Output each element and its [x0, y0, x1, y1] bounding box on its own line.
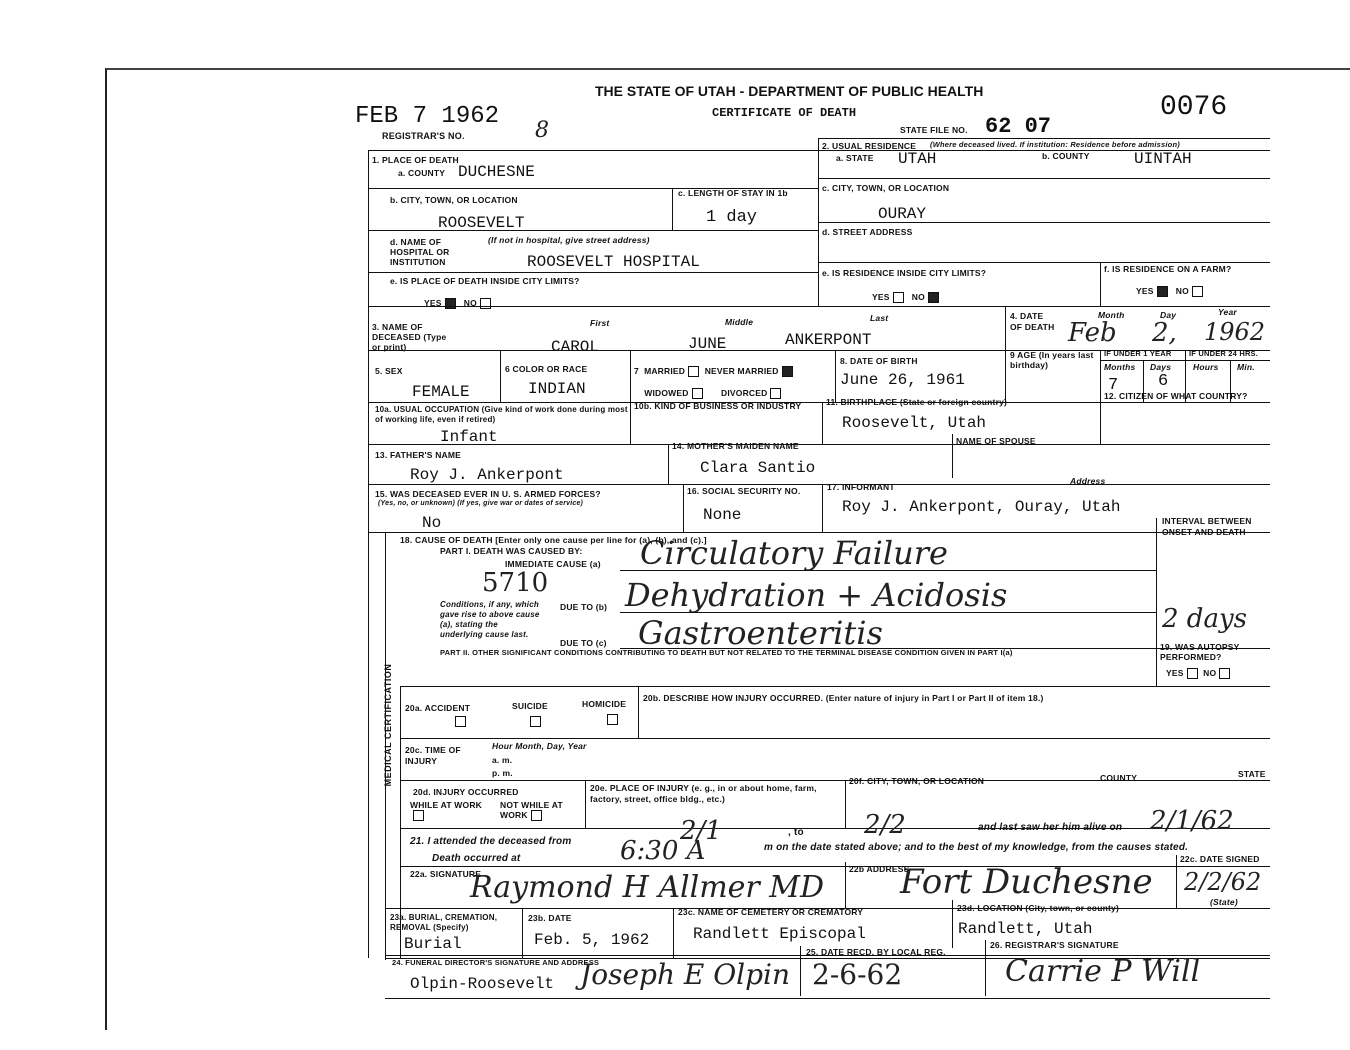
registrar-no: 8 [535, 118, 549, 143]
time-injury-cols: Hour Month, Day, Year [492, 741, 587, 751]
residence-inside-no-checkbox[interactable] [928, 292, 939, 303]
sex-label: 5. SEX [375, 366, 403, 376]
am-label: a. m. [492, 755, 513, 765]
hospital-note: (If not in hospital, give street address) [488, 235, 650, 245]
stamp-date: FEB 7 1962 [355, 103, 500, 130]
place-stay-label: c. LENGTH OF STAY IN 1b [678, 188, 788, 198]
marital-status[interactable]: 7 MARRIED NEVER MARRIED WIDOWED DIVORCED [634, 360, 796, 404]
not-while-at-work-checkbox[interactable] [531, 810, 542, 821]
informant-address-label: Address [1070, 476, 1106, 486]
first-name-label: First [590, 318, 610, 328]
death-day: 2, [1152, 318, 1177, 348]
date-signed-label: 22c. DATE SIGNED [1180, 854, 1260, 864]
hours-label: Hours [1193, 362, 1219, 372]
time-injury-label: 20c. TIME OF INJURY [405, 745, 461, 766]
injury-city-label: 20f. CITY, TOWN, OR LOCATION [849, 776, 985, 786]
father-label: 13. FATHER'S NAME [375, 450, 462, 460]
burial-method-label: 23a. BURIAL, CREMATION, REMOVAL (Specify) [390, 913, 498, 932]
residence-note: (Where deceased lived. If institution: Residence before admission) [930, 140, 1180, 149]
farm-no-checkbox[interactable] [1192, 286, 1203, 297]
injury-occurred-label: 20d. INJURY OCCURRED [413, 787, 519, 797]
not-while-label[interactable]: NOT WHILE AT WORK [500, 800, 563, 820]
attended-to: 2/2 [864, 810, 906, 840]
interval-label: INTERVAL BETWEEN ONSET AND DEATH [1162, 516, 1252, 537]
registrar-signature: Carrie P Will [1005, 954, 1201, 989]
married-checkbox[interactable] [688, 366, 699, 377]
place-stay: 1 day [706, 208, 758, 227]
date-recd-label: 25. DATE RECD. BY LOCAL REG. [806, 947, 946, 957]
day-label: Day [1160, 310, 1177, 320]
certificate-title: CERTIFICATE OF DEATH [712, 106, 857, 120]
interval-value: 2 days [1162, 604, 1247, 634]
registrar-sig-label: 26. REGISTRAR'S SIGNATURE [990, 940, 1119, 950]
residence-county: UINTAH [1134, 150, 1192, 168]
part1-label: PART I. DEATH WAS CAUSED BY: [440, 546, 583, 556]
residence-inside-options[interactable]: YES NO [872, 292, 942, 303]
death-month: Feb [1068, 318, 1117, 348]
while-at-work-label[interactable]: WHILE AT WORK [410, 800, 490, 821]
birth-date-label: 8. DATE OF BIRTH [840, 356, 918, 366]
farm-yes-checkbox[interactable] [1157, 286, 1168, 297]
physician-address: Fort Duchesne [900, 862, 1153, 902]
signature-label: 22a. SIGNATURE [410, 869, 482, 879]
date-signed: 2/2/62 [1184, 868, 1262, 896]
birthplace: Roosevelt, Utah [842, 414, 987, 432]
state-file-label: STATE FILE NO. [900, 125, 968, 135]
due-to-b: Dehydration + Acidosis [625, 576, 1008, 614]
sex-value: FEMALE [412, 383, 470, 401]
residence-farm-options[interactable]: YES NO [1136, 286, 1206, 297]
autopsy-options[interactable]: YES NO [1166, 668, 1233, 679]
birthplace-label: 11. BIRTHPLACE (State or foreign country) [826, 397, 1008, 407]
armed-forces-note: (Yes, no, or unknown) (If yes, give war or dates of service) [378, 500, 584, 507]
last-saw-date: 2/1/62 [1150, 806, 1234, 836]
occupation: Infant [440, 428, 498, 446]
due-b-label: DUE TO (b) [560, 602, 608, 612]
occupation-label: 10a. USUAL OCCUPATION (Give kind of work done during most of working life, even if retired) [375, 405, 628, 424]
funeral-director-signature: Joseph E Olpin [580, 958, 791, 991]
months-label: Months [1104, 362, 1136, 372]
informant: Roy J. Ankerpont, Ouray, Utah [842, 498, 1121, 516]
due-to-c: Gastroenteritis [638, 614, 883, 652]
suicide-label: SUICIDE [512, 701, 548, 711]
place-inside-yes-checkbox[interactable] [445, 298, 456, 309]
place-county: DUCHESNE [458, 163, 535, 181]
race-label: 6 COLOR OR RACE [505, 364, 588, 374]
residence-inside-label: e. IS RESIDENCE INSIDE CITY LIMITS? [822, 268, 987, 278]
residence-state-label: a. STATE [836, 153, 874, 163]
residence-inside-yes-checkbox[interactable] [893, 292, 904, 303]
divorced-checkbox[interactable] [770, 388, 781, 399]
immediate-cause: Circulatory Failure [640, 534, 948, 572]
age-months: 7 [1108, 376, 1119, 395]
due-c-label: DUE TO (c) [560, 638, 607, 648]
residence-city: OURAY [878, 205, 927, 223]
place-inside-no-checkbox[interactable] [480, 298, 491, 309]
homicide-label: HOMICIDE [582, 699, 627, 709]
suicide-checkbox[interactable] [530, 716, 541, 727]
place-city: ROOSEVELT [438, 214, 525, 232]
place-injury-label: 20e. PLACE OF INJURY (e. g., in or about home, farm, factory, street, office bldg., etc.) [590, 783, 817, 804]
deceased-last-name: ANKERPONT [785, 331, 872, 349]
agency-title: THE STATE OF UTAH - DEPARTMENT OF PUBLIC HEALTH [595, 83, 984, 99]
place-city-label: b. CITY, TOWN, OR LOCATION [390, 195, 518, 205]
burial-date-label: 23b. DATE [528, 913, 572, 923]
state-file-number: 62 07 [985, 114, 1052, 139]
accident-checkbox[interactable] [455, 716, 466, 727]
ssn: None [703, 506, 742, 524]
under-24-hrs-label: IF UNDER 24 HRS. [1189, 349, 1259, 358]
hospital-name: ROOSEVELT HOSPITAL [527, 253, 700, 271]
month-label: Month [1098, 310, 1125, 320]
deceased-first-name: CAROL [551, 338, 600, 356]
deceased-name-label: 3. NAME OF DECEASED (Type or print) [372, 322, 447, 352]
hospital-label: d. NAME OF HOSPITAL OR INSTITUTION [390, 237, 450, 267]
funeral-director-label: 24. FUNERAL DIRECTOR'S SIGNATURE AND ADDRESS [392, 958, 600, 967]
ssn-label: 16. SOCIAL SECURITY NO. [687, 486, 801, 496]
residence-farm-label: f. IS RESIDENCE ON A FARM? [1104, 264, 1232, 274]
autopsy-yes-checkbox[interactable] [1187, 668, 1198, 679]
funeral-director: Olpin-Roosevelt [410, 975, 555, 993]
middle-name-label: Middle [725, 317, 754, 327]
father-name: Roy J. Ankerpont [410, 466, 564, 484]
race-value: INDIAN [528, 380, 586, 398]
state-paren: (State) [1210, 897, 1238, 907]
immediate-label: IMMEDIATE CAUSE (a) [505, 559, 601, 569]
mother-label: 14. MOTHER'S MAIDEN NAME [672, 441, 799, 451]
cause-label: 18. CAUSE OF DEATH [Enter only one cause per line for (a), (b), and (c).] [400, 535, 707, 545]
business-label: 10b. KIND OF BUSINESS OR INDUSTRY [634, 401, 802, 411]
residence-city-label: c. CITY, TOWN, OR LOCATION [822, 183, 950, 193]
autopsy-no-checkbox[interactable] [1219, 668, 1230, 679]
widowed-checkbox[interactable] [692, 388, 703, 399]
residence-state: UTAH [898, 150, 937, 168]
year-label: Year [1218, 307, 1237, 317]
injury-state-label: STATE [1238, 769, 1266, 779]
last-saw-label: and last saw her him alive on [978, 822, 1123, 833]
residence-street-label: d. STREET ADDRESS [822, 227, 913, 237]
cemetery-label: 23c. NAME OF CEMETERY OR CREMATORY [678, 907, 864, 917]
age-days: 6 [1158, 372, 1169, 391]
death-occurred-time: 6:30 A [620, 836, 706, 866]
days-label: Days [1150, 362, 1172, 372]
age-label: 9 AGE (In years last birthday) [1010, 350, 1094, 370]
informant-label: 17. INFORMANT [827, 482, 895, 492]
place-section-label: 1. PLACE OF DEATH [372, 155, 459, 165]
place-county-label: a. COUNTY [398, 168, 446, 178]
medical-certification-label: MEDICAL CERTIFICATION [383, 663, 393, 787]
while-at-work-checkbox[interactable] [413, 810, 424, 821]
place-inside-options[interactable]: YES NO [424, 298, 494, 309]
date-of-death-label: 4. DATE OF DEATH [1010, 311, 1055, 332]
residence-section-label: 2. USUAL RESIDENCE [822, 141, 917, 151]
burial-method: Burial [404, 935, 462, 953]
armed-forces: No [422, 514, 442, 532]
cemetery: Randlett Episcopal [693, 925, 866, 943]
autopsy-label: 19. WAS AUTOPSY PERFORMED? [1160, 642, 1240, 662]
part2-label: PART II. OTHER SIGNIFICANT CONDITIONS CONTRIBUTING TO DEATH BUT NOT RELATED TO THE TERMINAL DISEASE CONDITION GIVEN IN PART I(a) [440, 648, 1013, 657]
deceased-middle-name: JUNE [688, 335, 727, 353]
residence-county-label: b. COUNTY [1042, 151, 1090, 161]
physician-address-label: 22b ADDRESS [849, 864, 910, 874]
registrar-no-label: REGISTRAR'S NO. [382, 131, 465, 141]
attended-label: 21. I attended the deceased from [410, 836, 572, 847]
injury-county-label: COUNTY [1100, 773, 1138, 783]
death-occurred-label: Death occurred at [432, 853, 521, 864]
to-label: , to [788, 827, 804, 838]
death-year: 1962 [1204, 318, 1266, 346]
accident-label: 20a. ACCIDENT [405, 703, 471, 713]
cause-code: 5710 [482, 568, 549, 598]
burial-location: Randlett, Utah [958, 920, 1093, 938]
never-married-checkbox[interactable] [782, 366, 793, 377]
mother-name: Clara Santio [700, 459, 816, 477]
burial-date: Feb. 5, 1962 [534, 931, 650, 949]
document-number: 0076 [1160, 92, 1228, 123]
conditions-label: Conditions, if any, which gave rise to above cause (a), stating the underlying cause last. [440, 600, 540, 639]
attended-from: 2/1 [680, 816, 722, 846]
pm-label: p. m. [492, 768, 513, 778]
last-name-label: Last [870, 313, 889, 323]
death-occurred-text: m on the date stated above; and to the best of my knowledge, from the causes stated. [764, 842, 1189, 853]
date-recd: 2-6-62 [812, 958, 903, 991]
homicide-checkbox[interactable] [607, 714, 618, 725]
spouse-label: NAME OF SPOUSE [956, 436, 1036, 446]
burial-location-label: 23d. LOCATION (City, town, or county) [957, 903, 1119, 913]
physician-signature: Raymond H Allmer MD [470, 870, 825, 905]
injury-how-label: 20b. DESCRIBE HOW INJURY OCCURRED. (Enter nature of injury in Part I or Part II of item 18.) [643, 693, 1044, 703]
birth-date: June 26, 1961 [840, 371, 965, 389]
under-1-year-label: IF UNDER 1 YEAR [1104, 349, 1172, 358]
citizen-label: 12. CITIZEN OF WHAT COUNTRY? [1104, 391, 1248, 401]
armed-forces-label: 15. WAS DECEASED EVER IN U. S. ARMED FORCES? [375, 489, 601, 499]
min-label: Min. [1237, 362, 1255, 372]
place-inside-label: e. IS PLACE OF DEATH INSIDE CITY LIMITS? [390, 276, 580, 286]
